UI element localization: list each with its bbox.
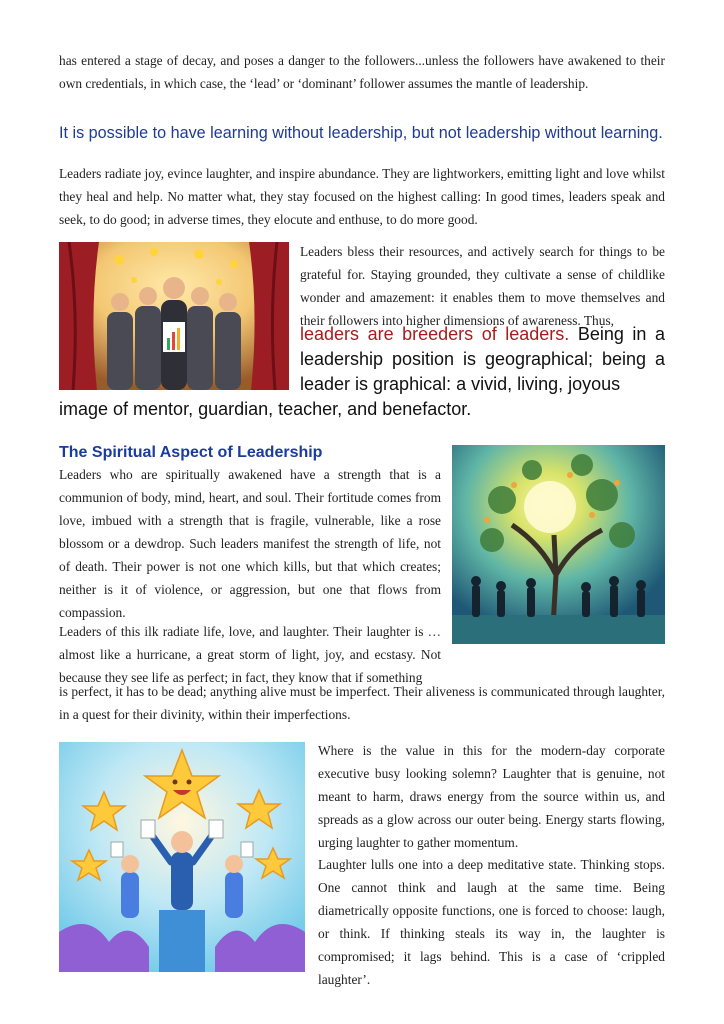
laughing-stars-illustration [59, 742, 305, 972]
paragraph-spiritual: Leaders who are spiritually awakened have a strength that is a communion of body, mind, heart, and soul. Their fortitude comes from love, imbued with a strength that is fragile, vulnerable, like a rose blossom or a dewdrop. Such leaders manifest the strength of life, not of death. Their power is not one which kills, but that which creates; neither is it of violence, or aggression, but one that flows from compassion. [59, 467, 441, 620]
paragraph-ilk-end: is perfect, it has to be dead; anything alive must be imperfect. Their aliveness is communicated through laughter, in a quest for their divinity, within their imperfections. [59, 684, 665, 722]
section-heading: The Spiritual Aspect of Leadership [59, 444, 323, 461]
paragraph-top: has entered a stage of decay, and poses a danger to the followers...unless the followers have awakened to their own credentials, in which case, the ‘lead’ or ‘dominant’ follower assumes the mantle of leadership. [59, 53, 665, 91]
ilk-text-1: Leaders of this ilk radiate life, love, and laughter. Their laughter is [59, 624, 428, 639]
paragraph-ilk-start [59, 620, 441, 689]
celebration-illustration [59, 242, 289, 390]
paragraph-bless: Leaders bless their resources, and actively search for things to be grateful for. Staying grounded, they cultivate a sense of childlike wonder and amazement: it enables them to move themselves and their followers into higher dimensions of awareness. Thus, [300, 244, 665, 328]
paragraph-value: Where is the value in this for the modern-day corporate executive busy looking solemn? Laughter that is genuine, not meant to harm, draws energy from the source within us, and spreads as a glow across our outer being. Energy starts flowing, urging laughter to gather momentum. [318, 743, 665, 850]
breeders-highlight: leaders are breeders of leaders. [300, 324, 570, 344]
paragraph-lulls: Laughter lulls one into a deep meditative state. Thinking stops. One cannot think and laugh at the same time. Being diametrically opposite functions, one is forced to choose: laugh, or think. If thinking steals its way in, the laughter is compromised; it lags behind. This is a case of ‘crippled laughter’. [318, 857, 665, 987]
pull-quote: It is possible to have learning without leadership, but not leadership without learning. [59, 124, 663, 142]
tree-of-light-illustration [452, 445, 665, 644]
paragraph-joy: Leaders radiate joy, evince laughter, and inspire abundance. They are lightworkers, emitting light and love whilst they heal and help. No matter what, they stay focused on the highest calling: In good times, leaders speak and seek, to do good; in adverse times, they elocute and enthuse, to do more good. [59, 166, 665, 227]
ilk-text-2: almost like a hurricane, a great storm of light, joy, and ecstasy. Not because they see life as perfect; in fact, they know that if something [59, 647, 441, 685]
breeders-text [300, 322, 665, 397]
breeders-last-line: image of mentor, guardian, teacher, and benefactor. [59, 399, 472, 419]
ellipsis-link[interactable]: … [427, 624, 441, 639]
breeders-rest: Being in a leadership position is geographical; being a leader is graphical: a vivid, living, joyous [300, 324, 665, 394]
